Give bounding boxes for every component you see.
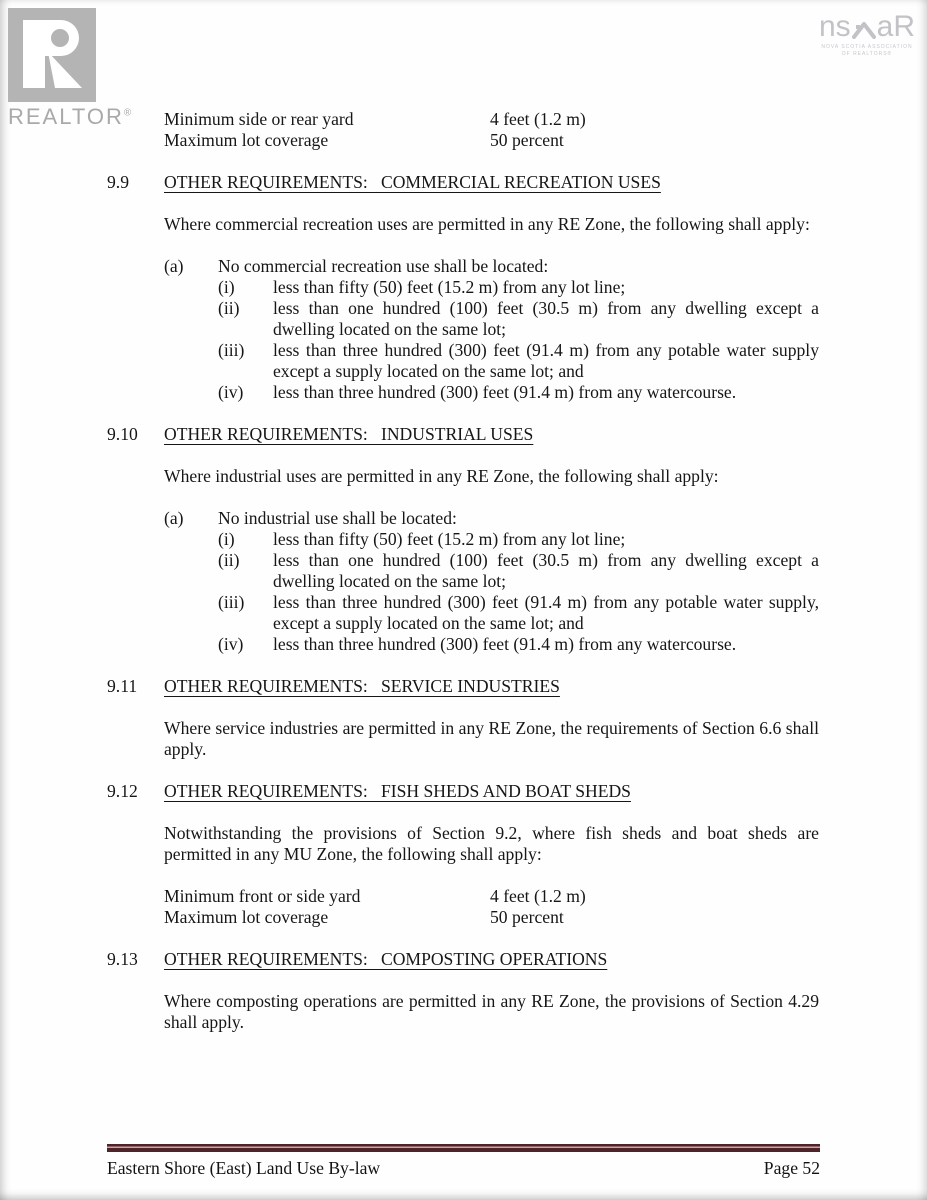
- section-title: OTHER REQUIREMENTS: COMPOSTING OPERATIONS: [164, 949, 608, 969]
- section-title: OTHER REQUIREMENTS: SERVICE INDUSTRIES: [164, 676, 560, 696]
- section-spec-table: [107, 886, 819, 928]
- nsar-tagline-line1: NOVA SCOTIA ASSOCIATION: [821, 44, 913, 50]
- page-footer: [107, 1144, 820, 1179]
- subclause-item: [218, 592, 819, 634]
- spec-label: Maximum lot coverage: [164, 907, 329, 927]
- subclause-item: [218, 529, 819, 550]
- subclause-label: (ii): [218, 298, 240, 318]
- section-title: OTHER REQUIREMENTS: COMMERCIAL RECREATION USES: [164, 172, 661, 192]
- subclause-item: [218, 634, 819, 655]
- spec-label: Minimum side or rear yard: [164, 109, 354, 129]
- subclause-item: [218, 298, 819, 340]
- subclause-list: [218, 277, 819, 403]
- subclause-label: (i): [218, 529, 235, 549]
- subclause-text: less than fifty (50) feet (15.2 m) from any lot line;: [273, 529, 626, 549]
- section-number: 9.12: [107, 781, 138, 801]
- section-number: 9.9: [107, 172, 129, 192]
- section-paragraph: Where service industries are permitted in any RE Zone, the requirements of Section 6.6 shall apply.: [164, 718, 819, 759]
- section-number: 9.10: [107, 424, 138, 444]
- clause-text: No industrial use shall be located:: [218, 508, 457, 528]
- subclause-label: (iii): [218, 340, 245, 360]
- spec-label: Minimum front or side yard: [164, 886, 361, 906]
- clause-list: [164, 508, 819, 655]
- clause-list: [164, 256, 819, 403]
- nsar-tagline-line2: OF REALTORS®: [841, 51, 893, 57]
- subclause-item: [218, 550, 819, 592]
- document-content: [107, 0, 819, 1054]
- spec-row: [164, 907, 819, 928]
- section-number: 9.11: [107, 676, 138, 696]
- section-heading-9.13: [107, 949, 819, 970]
- nsar-text-left: ns: [818, 10, 851, 43]
- intro-spec-table: [107, 109, 819, 151]
- registered-mark: ®: [123, 107, 132, 119]
- subclause-list: [218, 529, 819, 655]
- house-icon: [852, 15, 876, 45]
- footer-page-number: Page 52: [763, 1158, 820, 1178]
- clause-label: (a): [164, 508, 184, 528]
- subclause-item: [218, 277, 819, 298]
- clause-item: [164, 256, 819, 277]
- clause-item: [164, 508, 819, 529]
- subclause-text: less than three hundred (300) feet (91.4 m) from any potable water supply, except a supply located on the same lot; and: [273, 592, 819, 633]
- subclause-label: (iv): [218, 634, 244, 654]
- nsar-wordmark: [817, 12, 917, 42]
- spec-value: 50 percent: [490, 130, 564, 150]
- section-number: 9.13: [107, 949, 138, 969]
- subclause-text: less than three hundred (300) feet (91.4 m) from any watercourse.: [273, 382, 737, 402]
- spec-row: [164, 109, 819, 130]
- nsar-logo: [817, 12, 917, 58]
- section-heading-9.10: [107, 424, 819, 445]
- subclause-item: [218, 340, 819, 382]
- subclause-item: [218, 382, 819, 403]
- section-heading-9.9: [107, 172, 819, 193]
- subclause-text: less than three hundred (300) feet (91.4 m) from any potable water supply except a supply located on the same lot; and: [273, 340, 819, 381]
- spec-value: 4 feet (1.2 m): [490, 109, 586, 129]
- subclause-label: (i): [218, 277, 235, 297]
- subclause-text: less than one hundred (100) feet (30.5 m) from any dwelling except a dwelling located on the same lot;: [273, 550, 819, 591]
- section-paragraph: Where commercial recreation uses are permitted in any RE Zone, the following shall apply:: [164, 214, 810, 234]
- spec-value: 50 percent: [490, 907, 564, 927]
- clause-label: (a): [164, 256, 184, 276]
- subclause-text: less than fifty (50) feet (15.2 m) from any lot line;: [273, 277, 626, 297]
- nsar-text-right: aR: [876, 10, 916, 43]
- section-title: OTHER REQUIREMENTS: INDUSTRIAL USES: [164, 424, 534, 444]
- footer-rule: [107, 1144, 820, 1152]
- section-heading-9.12: [107, 781, 819, 802]
- spec-row: [164, 886, 819, 907]
- subclause-label: (iv): [218, 382, 244, 402]
- spec-row: [164, 130, 819, 151]
- subclause-text: less than three hundred (300) feet (91.4 m) from any watercourse.: [273, 634, 737, 654]
- section-paragraph: Notwithstanding the provisions of Section 9.2, where fish sheds and boat sheds are permitted in any MU Zone, the following shall apply:: [164, 823, 819, 864]
- section-title: OTHER REQUIREMENTS: FISH SHEDS AND BOAT SHEDS: [164, 781, 631, 801]
- footer-row: [107, 1158, 820, 1179]
- section-paragraph: Where industrial uses are permitted in any RE Zone, the following shall apply:: [164, 466, 719, 486]
- spec-value: 4 feet (1.2 m): [490, 886, 586, 906]
- footer-doc-title: Eastern Shore (East) Land Use By-law: [107, 1158, 381, 1178]
- realtor-wordmark: REALTOR®: [8, 104, 132, 129]
- subclause-text: less than one hundred (100) feet (30.5 m) from any dwelling except a dwelling located on the same lot;: [273, 298, 819, 339]
- subclause-label: (ii): [218, 550, 240, 570]
- section-paragraph: Where composting operations are permitted in any RE Zone, the provisions of Section 4.29 shall apply.: [164, 991, 819, 1032]
- section-heading-9.11: [107, 676, 819, 697]
- spec-label: Maximum lot coverage: [164, 130, 329, 150]
- clause-text: No commercial recreation use shall be located:: [218, 256, 549, 276]
- nsar-tagline: [817, 44, 917, 58]
- subclause-label: (iii): [218, 592, 245, 612]
